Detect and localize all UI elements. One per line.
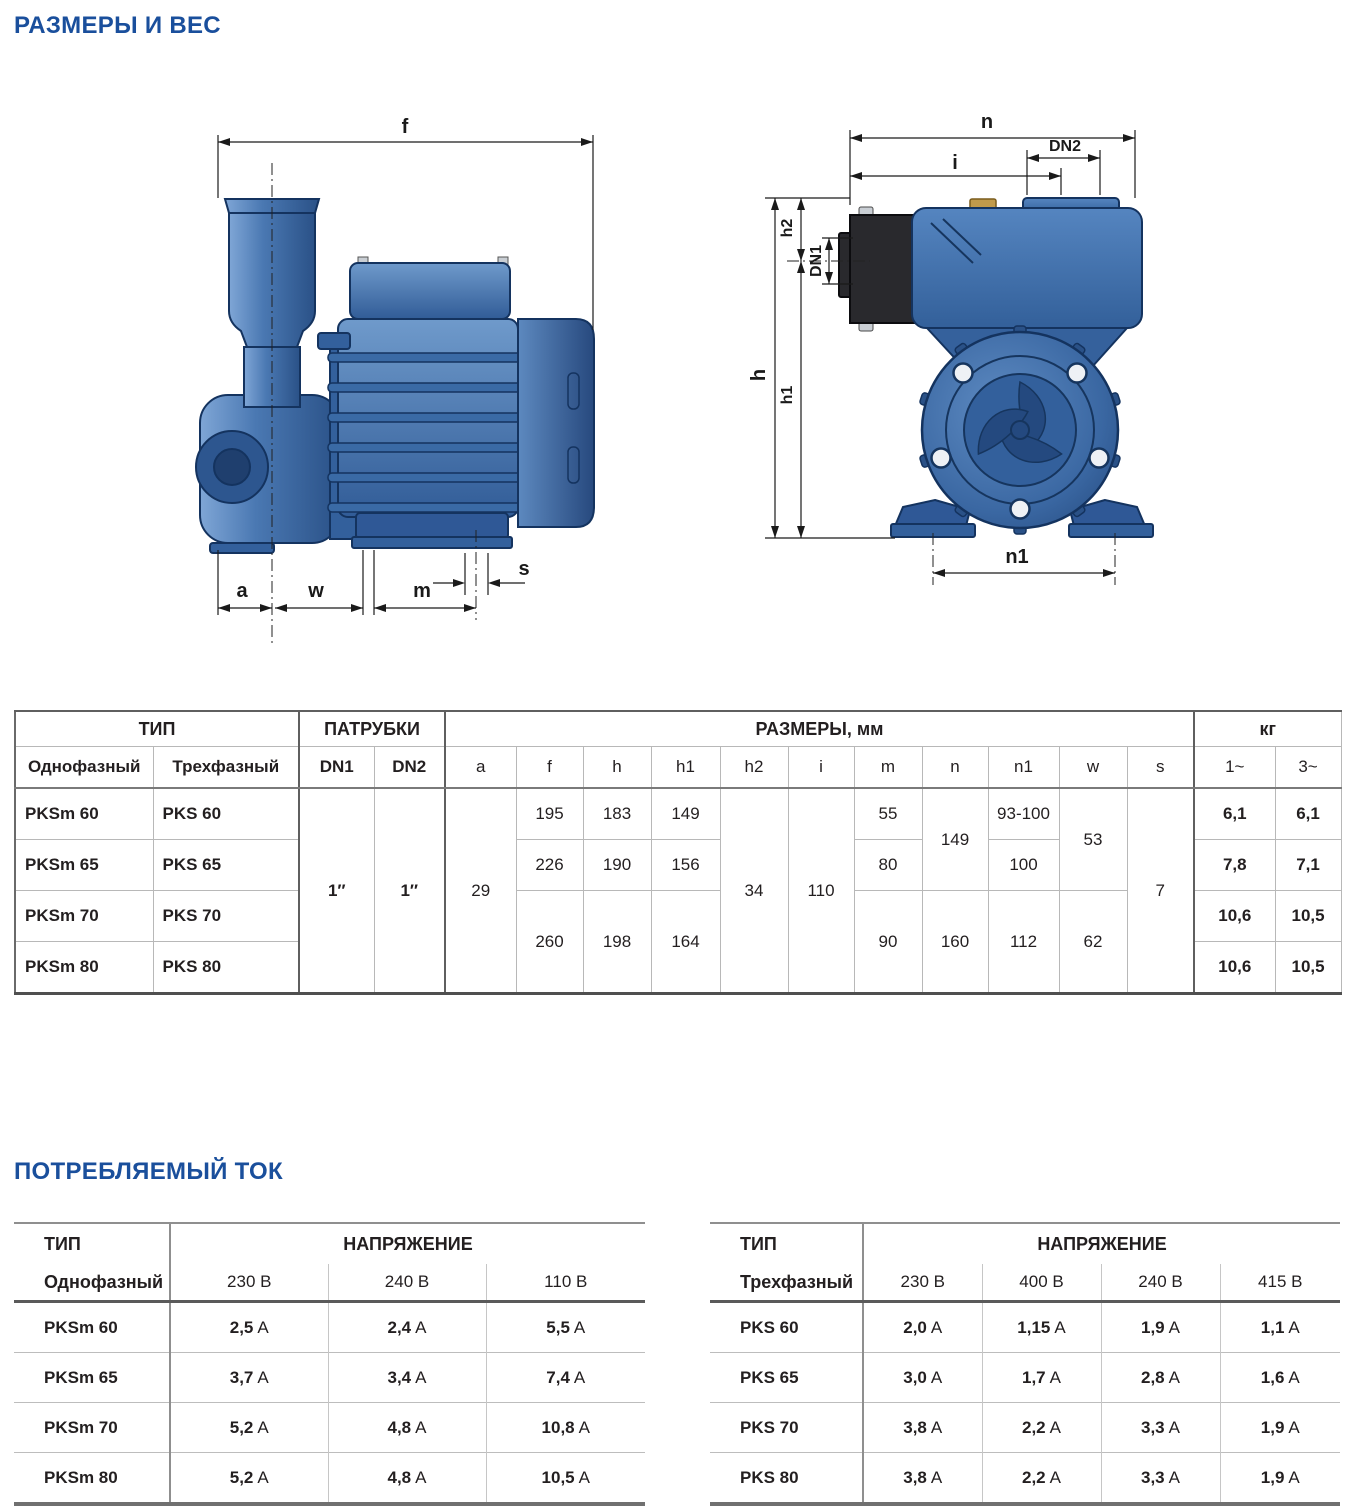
model-cell: PKS 80 — [153, 942, 299, 994]
kg-cell: 7,8 — [1194, 840, 1275, 891]
dimensions-weight-table — [14, 710, 1342, 995]
kg-cell: 10,6 — [1194, 891, 1275, 942]
col-header-f: f — [516, 747, 583, 789]
dim-cell-n: 149 — [922, 788, 988, 891]
dim-label-n1: n1 — [1005, 546, 1029, 568]
table-row — [710, 1453, 1340, 1505]
dim-cell-f: 195 — [516, 788, 583, 840]
dim-cell-h1: 164 — [651, 891, 720, 994]
table-row — [710, 1403, 1340, 1453]
amp-cell: 2,2 A — [982, 1453, 1101, 1505]
amp-cell: 2,4 A — [328, 1302, 486, 1353]
amp-cell: 1,6 A — [1220, 1353, 1340, 1403]
model-cell: PKSm 70 — [14, 1403, 170, 1453]
dim-label-m: m — [413, 580, 431, 602]
kg-cell: 6,1 — [1275, 788, 1341, 840]
dn1-cell: 1″ — [299, 788, 374, 994]
model-cell: PKSm 60 — [14, 1302, 170, 1353]
current-table-three-phase — [710, 1222, 1340, 1506]
group-header-ports: ПАТРУБКИ — [299, 711, 445, 747]
col-header-n1: n1 — [988, 747, 1059, 789]
model-cell: PKS 60 — [153, 788, 299, 840]
dim-cell-n: 160 — [922, 891, 988, 994]
col-header-h: h — [583, 747, 651, 789]
col-header-dn2: DN2 — [374, 747, 445, 789]
model-cell: PKS 65 — [710, 1353, 863, 1403]
type-header: ТИП — [44, 1233, 81, 1254]
dim-cell-s: 7 — [1127, 788, 1194, 994]
section-title-current: ПОТРЕБЛЯЕМЫЙ ТОК — [14, 1158, 283, 1185]
dim-cell-h: 183 — [583, 788, 651, 840]
dim-cell-m: 90 — [854, 891, 922, 994]
dim-label-f: f — [401, 116, 409, 138]
dim-cell-i: 110 — [788, 788, 854, 994]
dim-cell-h: 198 — [583, 891, 651, 994]
amp-cell: 10,5 A — [486, 1453, 645, 1505]
dim-cell-m: 55 — [854, 788, 922, 840]
amp-cell: 3,3 A — [1101, 1453, 1220, 1505]
dim-cell-h: 190 — [583, 840, 651, 891]
amp-cell: 10,8 A — [486, 1403, 645, 1453]
current-table-single-phase — [14, 1222, 645, 1506]
kg-cell: 6,1 — [1194, 788, 1275, 840]
amp-cell: 1,7 A — [982, 1353, 1101, 1403]
dim-cell-m: 80 — [854, 840, 922, 891]
kg-cell: 10,6 — [1194, 942, 1275, 994]
dim-label-dn2: DN2 — [1048, 138, 1082, 155]
col-header-s: s — [1127, 747, 1194, 789]
col-header-kg1: 1~ — [1194, 747, 1275, 789]
dim-cell-w: 62 — [1059, 891, 1127, 994]
dim-cell-f: 260 — [516, 891, 583, 994]
voltage-header: 240 В — [328, 1264, 486, 1302]
amp-cell: 7,4 A — [486, 1353, 645, 1403]
group-header-dimensions: РАЗМЕРЫ, мм — [445, 711, 1194, 747]
amp-cell: 3,0 A — [863, 1353, 982, 1403]
amp-cell: 2,8 A — [1101, 1353, 1220, 1403]
phase-header: Трехфазный — [710, 1264, 863, 1302]
voltage-group-header: НАПРЯЖЕНИЕ — [863, 1223, 1340, 1264]
model-cell: PKSm 65 — [14, 1353, 170, 1403]
dim-cell-n1: 100 — [988, 840, 1059, 891]
pump-rear-body — [839, 198, 1153, 537]
table-row — [14, 1302, 645, 1353]
col-header-a: a — [445, 747, 516, 789]
col-header-i: i — [788, 747, 854, 789]
dim-label-h2: h2 — [779, 218, 796, 238]
col-header-single-phase: Однофазный — [15, 747, 153, 789]
dim-label-n: n — [980, 111, 994, 133]
kg-cell: 10,5 — [1275, 891, 1341, 942]
amp-cell: 1,9 A — [1220, 1403, 1340, 1453]
table-row — [14, 1453, 645, 1505]
amp-cell: 1,9 A — [1220, 1453, 1340, 1505]
voltage-header: 415 В — [1220, 1264, 1340, 1302]
group-header-kg: кг — [1194, 711, 1341, 747]
dim-label-s: s — [518, 558, 530, 580]
dim-label-dn1: DN1 — [808, 244, 825, 278]
amp-cell: 4,8 A — [328, 1403, 486, 1453]
table-row — [710, 1302, 1340, 1353]
amp-cell: 1,9 A — [1101, 1302, 1220, 1353]
voltage-header: 110 В — [486, 1264, 645, 1302]
phase-header: Однофазный — [14, 1264, 170, 1302]
col-header-m: m — [854, 747, 922, 789]
table-row — [15, 788, 1341, 840]
amp-cell: 1,1 A — [1220, 1302, 1340, 1353]
amp-cell: 5,2 A — [170, 1453, 328, 1505]
model-cell: PKSm 80 — [14, 1453, 170, 1505]
model-cell: PKS 60 — [710, 1302, 863, 1353]
model-cell: PKS 70 — [153, 891, 299, 942]
amp-cell: 3,3 A — [1101, 1403, 1220, 1453]
pump-side-body — [196, 199, 594, 553]
amp-cell: 4,8 A — [328, 1453, 486, 1505]
voltage-header: 230 В — [170, 1264, 328, 1302]
table-row — [14, 1403, 645, 1453]
col-header-dn1: DN1 — [299, 747, 374, 789]
dim-label-w: w — [308, 580, 324, 602]
group-header-type: ТИП — [15, 711, 299, 747]
col-header-h1: h1 — [651, 747, 720, 789]
dim-cell-f: 226 — [516, 840, 583, 891]
model-cell: PKS 65 — [153, 840, 299, 891]
dim-cell-h1: 149 — [651, 788, 720, 840]
model-cell: PKSm 80 — [15, 942, 153, 994]
col-header-n: n — [922, 747, 988, 789]
dim-cell-a: 29 — [445, 788, 516, 994]
col-header-three-phase: Трехфазный — [153, 747, 299, 789]
dim-label-h: h — [748, 368, 770, 382]
voltage-header: 400 В — [982, 1264, 1101, 1302]
dim-cell-h2: 34 — [720, 788, 788, 994]
amp-cell: 2,5 A — [170, 1302, 328, 1353]
page-title: РАЗМЕРЫ И ВЕС — [14, 12, 221, 39]
voltage-group-header: НАПРЯЖЕНИЕ — [170, 1223, 645, 1264]
amp-cell: 2,2 A — [982, 1403, 1101, 1453]
kg-cell: 7,1 — [1275, 840, 1341, 891]
dim-label-a: a — [236, 580, 248, 602]
model-cell: PKS 80 — [710, 1453, 863, 1505]
col-header-kg3: 3~ — [1275, 747, 1341, 789]
amp-cell: 5,2 A — [170, 1403, 328, 1453]
amp-cell: 5,5 A — [486, 1302, 645, 1353]
model-cell: PKSm 65 — [15, 840, 153, 891]
dim-cell-h1: 156 — [651, 840, 720, 891]
type-header: ТИП — [740, 1233, 777, 1254]
col-header-h2: h2 — [720, 747, 788, 789]
amp-cell: 3,8 A — [863, 1403, 982, 1453]
dn2-cell: 1″ — [374, 788, 445, 994]
model-cell: PKS 70 — [710, 1403, 863, 1453]
dim-label-i: i — [952, 152, 958, 174]
table-row — [710, 1353, 1340, 1403]
pump-rear-view-drawing — [735, 95, 1215, 660]
amp-cell: 3,7 A — [170, 1353, 328, 1403]
kg-cell: 10,5 — [1275, 942, 1341, 994]
model-cell: PKSm 60 — [15, 788, 153, 840]
dim-cell-w: 53 — [1059, 788, 1127, 891]
voltage-header: 230 В — [863, 1264, 982, 1302]
dim-cell-n1: 112 — [988, 891, 1059, 994]
dim-cell-n1: 93-100 — [988, 788, 1059, 840]
amp-cell: 1,15 A — [982, 1302, 1101, 1353]
table-row — [14, 1353, 645, 1403]
voltage-header: 240 В — [1101, 1264, 1220, 1302]
model-cell: PKSm 70 — [15, 891, 153, 942]
amp-cell: 3,4 A — [328, 1353, 486, 1403]
amp-cell: 2,0 A — [863, 1302, 982, 1353]
col-header-w: w — [1059, 747, 1127, 789]
connector-block — [850, 215, 914, 323]
amp-cell: 3,8 A — [863, 1453, 982, 1505]
pump-side-view-drawing — [180, 95, 660, 660]
dim-label-h1: h1 — [779, 385, 796, 405]
